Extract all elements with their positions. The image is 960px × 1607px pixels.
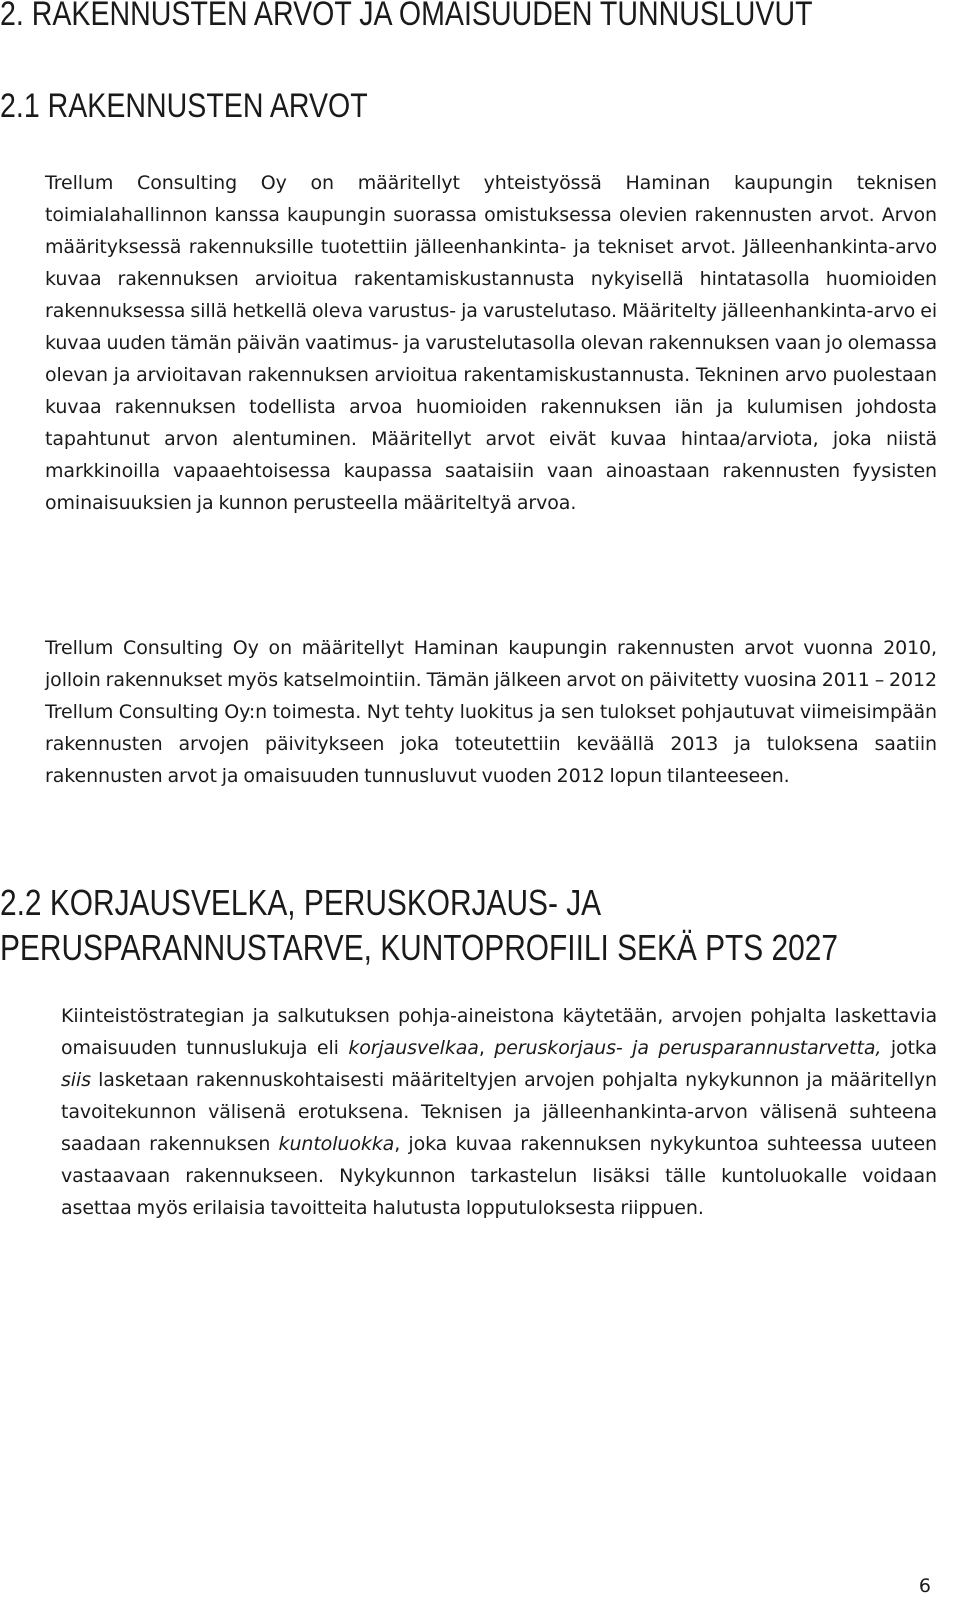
term-siis: siis <box>61 1069 91 1091</box>
paragraph-text: Kiinteistöstrategian ja salkutuksen pohja-aineistona käytetään, arvojen pohjalta laskettavia omaisuuden tunnuslukuja eli <box>61 1005 937 1059</box>
section-heading-building-values: 2.1 RAKENNUSTEN ARVOT <box>0 87 368 125</box>
paragraph-text: lasketaan rakennuskohtaisesti määriteltyjen arvojen pohjalta nykykunnon ja määritellyn tavoitekunnon välisenä erotuksena. Teknisen ja jälleenhankinta-arvon välisenä suhteena saadaan rakennuksen <box>61 1069 937 1155</box>
term-peruskorjaustarve: peruskorjaus- ja perusparannustarvetta, <box>494 1037 882 1059</box>
section-heading-repair-debt: 2.2 KORJAUSVELKA, PERUSKORJAUS- JA PERUSPARANNUSTARVE, KUNTOPROFIILI SEKÄ PTS 2027 <box>0 882 839 968</box>
paragraph-text: , <box>478 1037 495 1059</box>
paragraph-text: , joka kuvaa rakennuksen nykykuntoa suhteessa uuteen vastaavaan rakennukseen. Nykykunnon tarkastelun lisäksi tälle kuntoluokalle voidaan asettaa myös erilaisia tavoitteita halutusta lopputuloksesta riippuen. <box>61 1133 937 1219</box>
paragraph-text: jotka <box>881 1037 937 1059</box>
page-number: 6 <box>918 1575 931 1597</box>
chapter-heading: 2. RAKENNUSTEN ARVOT JA OMAISUUDEN TUNNUSLUVUT <box>0 0 813 33</box>
paragraph-building-values: Trellum Consulting Oy on määritellyt yhteistyössä Haminan kaupungin teknisen toimialahallinnon kanssa kaupungin suorassa omistuksessa olevien rakennusten arvot. Arvon määrityksessä rakennuksille tuotettiin jälleenhankinta- ja tekniset arvot. Jälleenhankinta-arvo kuvaa rakennuksen arvioitua rakentamiskustannusta nykyisellä hintatasolla huomioiden rakennuksessa sillä hetkellä oleva varustus- ja varustelutaso. Määritelty jälleenhankinta-arvo ei kuvaa uuden tämän päivän vaatimus- ja varustelutasolla olevan rakennuksen vaan jo olemassa olevan ja arvioitavan rakennuksen arvioitua rakentamiskustannusta. Tekninen arvo puolestaan kuvaa rakennuksen todellista arvoa huomioiden rakennuksen iän ja kulumisen johdosta tapahtunut arvon alentuminen. Määritellyt arvot eivät kuvaa hintaa/arviota, joka niistä markkinoilla vapaaehtoisessa kaupassa saataisiin vaan ainoastaan rakennusten fyysisten ominaisuuksien ja kunnon perusteella määriteltyä arvoa. <box>45 172 937 514</box>
term-korjausvelka: korjausvelkaa <box>348 1037 479 1059</box>
paragraph-valuation-history: Trellum Consulting Oy on määritellyt Haminan kaupungin rakennusten arvot vuonna 2010, jolloin rakennukset myös katselmointiin. Tämän jälkeen arvot on päivitetty vuosina 2011 – 2012 Trellum Consulting Oy:n toimesta. Nyt tehty luokitus ja sen tulokset pohjautuvat viimeisimpään rakennusten arvojen päivitykseen joka toteutettiin keväällä 2013 ja tuloksena saatiin rakennusten arvot ja omaisuuden tunnusluvut vuoden 2012 lopun tilanteeseen. <box>45 637 937 787</box>
paragraph-repair-debt <box>61 1000 937 1224</box>
term-kuntoluokka: kuntoluokka <box>278 1133 395 1155</box>
